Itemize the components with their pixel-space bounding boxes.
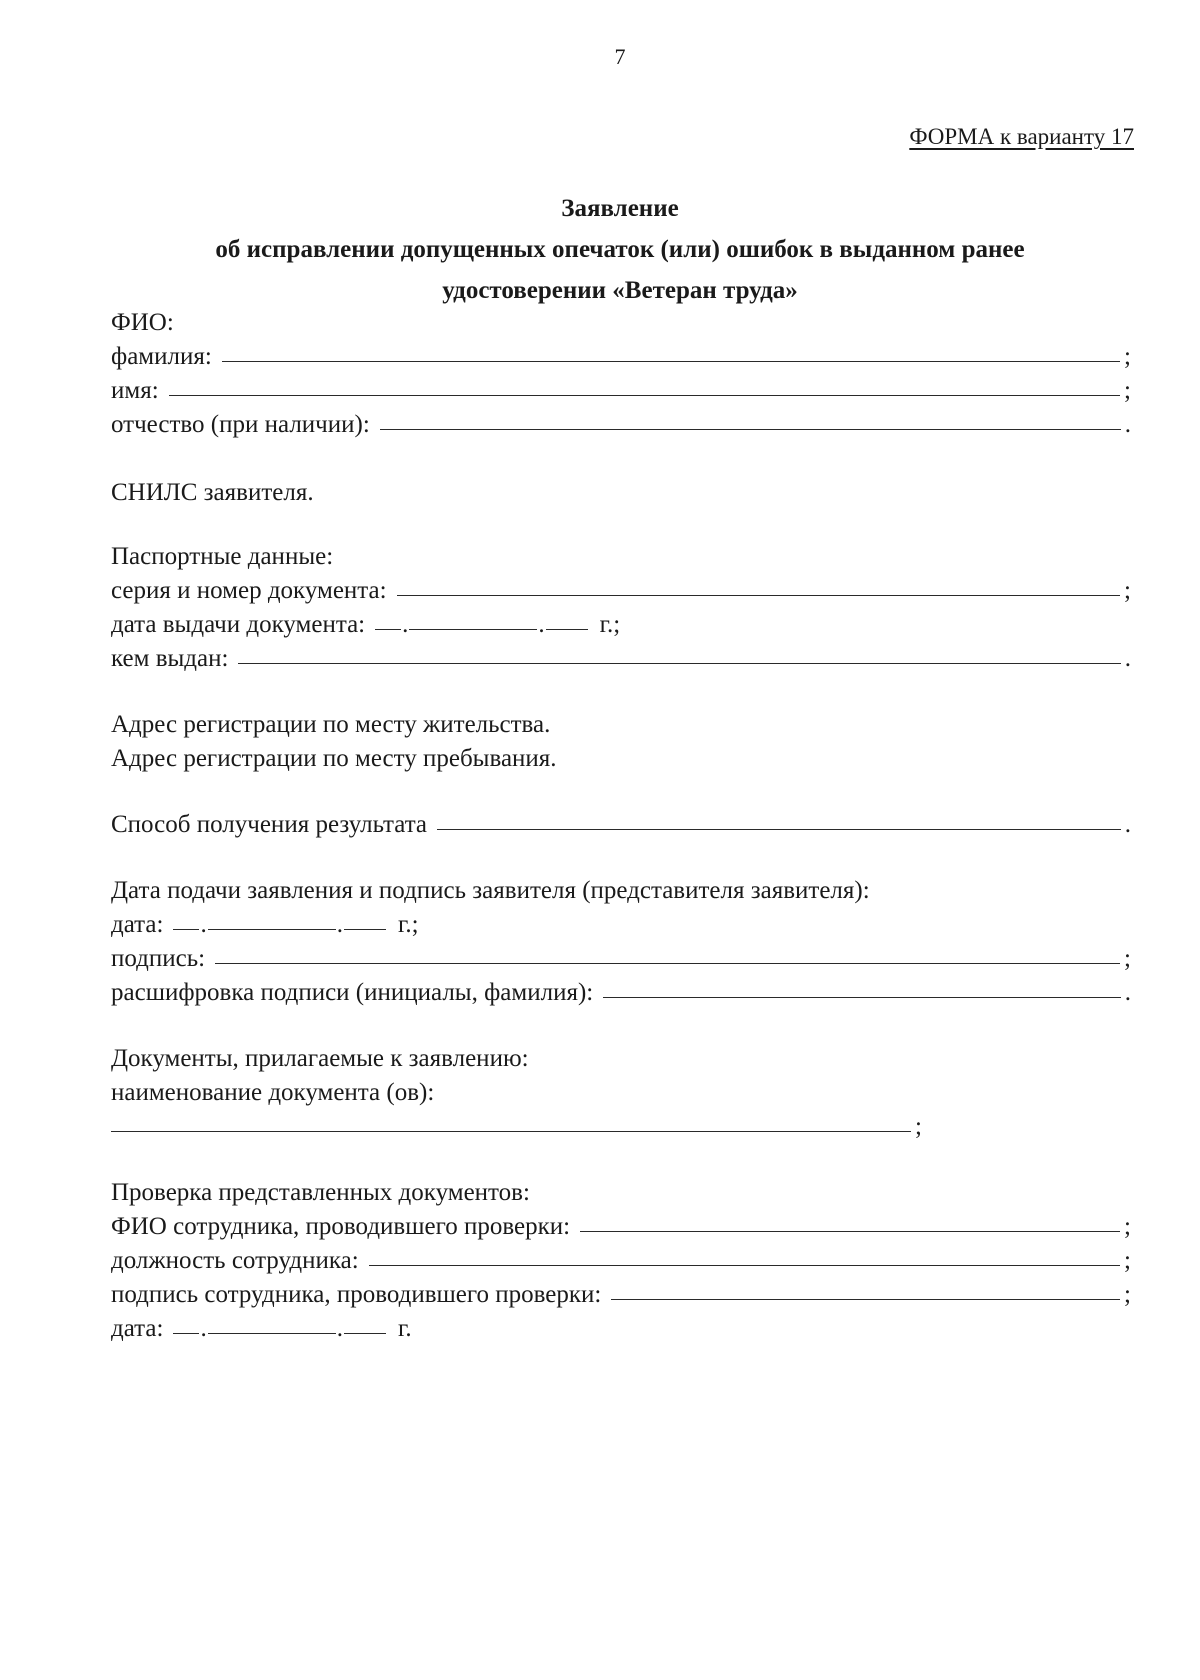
title-line-3: удостоверении «Ветеран труда» <box>442 277 798 304</box>
documents-name-row <box>111 1076 1131 1110</box>
result-method-row: Способ получения результата . <box>111 808 1131 842</box>
submission-heading: Дата подачи заявления и подпись заявителя (представителя заявителя): <box>111 877 870 904</box>
address-stay-row: Адрес регистрации по месту пребывания. <box>111 745 557 772</box>
name-field[interactable] <box>169 373 1120 396</box>
employee-signature-label: подпись сотрудника, проводившего проверки: <box>111 1281 602 1308</box>
passport-series-label: серия и номер документа: <box>111 577 387 604</box>
verification-date-row: дата: . . г. <box>111 1312 1131 1346</box>
verification-date-label: дата: <box>111 1315 164 1342</box>
submission-signature-row: подпись: ; <box>111 942 1131 976</box>
passport-issue-date-label: дата выдачи документа: <box>111 611 366 638</box>
documents-name-label: наименование документа (ов): <box>111 1079 435 1106</box>
snils-row <box>111 476 1131 510</box>
issued-by-row: кем выдан: . <box>111 642 1131 676</box>
submission-year-suffix: г.; <box>397 911 419 938</box>
surname-row: фамилия: ; <box>111 340 1131 374</box>
submission-date-label: дата: <box>111 911 164 938</box>
employee-position-label: должность сотрудника: <box>111 1247 359 1274</box>
snils-label: СНИЛС заявителя. <box>111 479 314 506</box>
passport-series-field[interactable] <box>397 573 1120 596</box>
form-reference: ФОРМА к варианту 17 <box>909 124 1134 149</box>
patronymic-field[interactable] <box>380 407 1121 430</box>
issue-month-field[interactable] <box>409 607 537 630</box>
employee-position-field[interactable] <box>369 1243 1120 1266</box>
patronymic-row: отчество (при наличии): . <box>111 408 1131 442</box>
signature-decoding-label: расшифровка подписи (инициалы, фамилия): <box>111 979 594 1006</box>
employee-fio-field[interactable] <box>580 1209 1120 1232</box>
employee-fio-label: ФИО сотрудника, проводившего проверки: <box>111 1213 571 1240</box>
verification-heading: Проверка представленных документов: <box>111 1179 530 1206</box>
address-residence-row: Адрес регистрации по месту жительства. <box>111 711 551 738</box>
documents-name-fill-row: ; <box>111 1110 1131 1144</box>
surname-field[interactable] <box>222 339 1120 362</box>
name-label: имя: <box>111 377 159 404</box>
patronymic-label: отчество (при наличии): <box>111 411 370 438</box>
title-line-2: об исправлении допущенных опечаток (или) ошибок в выданном ранее <box>215 236 1025 263</box>
employee-signature-field[interactable] <box>611 1277 1120 1300</box>
submission-year-field[interactable] <box>344 907 386 930</box>
issued-by-label: кем выдан: <box>111 645 229 672</box>
surname-label: фамилия: <box>111 343 212 370</box>
document-title <box>110 188 1130 311</box>
result-method-label: Способ получения результата <box>111 811 428 838</box>
fio-heading: ФИО: <box>111 309 174 336</box>
issued-by-field[interactable] <box>238 641 1120 664</box>
submission-day-field[interactable] <box>173 907 199 930</box>
verification-year-suffix: г. <box>397 1315 412 1342</box>
issue-year-suffix: г.; <box>599 611 621 638</box>
documents-name-field[interactable] <box>111 1109 911 1132</box>
page-number: 7 <box>614 44 626 69</box>
employee-signature-row: подпись сотрудника, проводившего проверки: ; <box>111 1278 1131 1312</box>
issue-day-field[interactable] <box>375 607 401 630</box>
employee-position-row: должность сотрудника: ; <box>111 1244 1131 1278</box>
employee-fio-row: ФИО сотрудника, проводившего проверки: ; <box>111 1210 1131 1244</box>
verification-year-field[interactable] <box>344 1311 386 1334</box>
name-row: имя: ; <box>111 374 1131 408</box>
signature-decoding-field[interactable] <box>603 975 1121 998</box>
passport-heading: Паспортные данные: <box>111 543 334 570</box>
title-line-1: Заявление <box>561 195 679 222</box>
submission-month-field[interactable] <box>208 907 336 930</box>
submission-date-row: дата: . . г.; <box>111 908 1131 942</box>
verification-month-field[interactable] <box>208 1311 336 1334</box>
documents-heading: Документы, прилагаемые к заявлению: <box>111 1045 529 1072</box>
result-method-field[interactable] <box>437 807 1121 830</box>
submission-signature-label: подпись: <box>111 945 206 972</box>
issue-year-field[interactable] <box>546 607 588 630</box>
passport-issue-date-row: дата выдачи документа: . . г.; <box>111 608 1131 642</box>
submission-signature-field[interactable] <box>215 941 1120 964</box>
verification-day-field[interactable] <box>173 1311 199 1334</box>
signature-decoding-row: расшифровка подписи (инициалы, фамилия): . <box>111 976 1131 1010</box>
passport-series-row: серия и номер документа: ; <box>111 574 1131 608</box>
